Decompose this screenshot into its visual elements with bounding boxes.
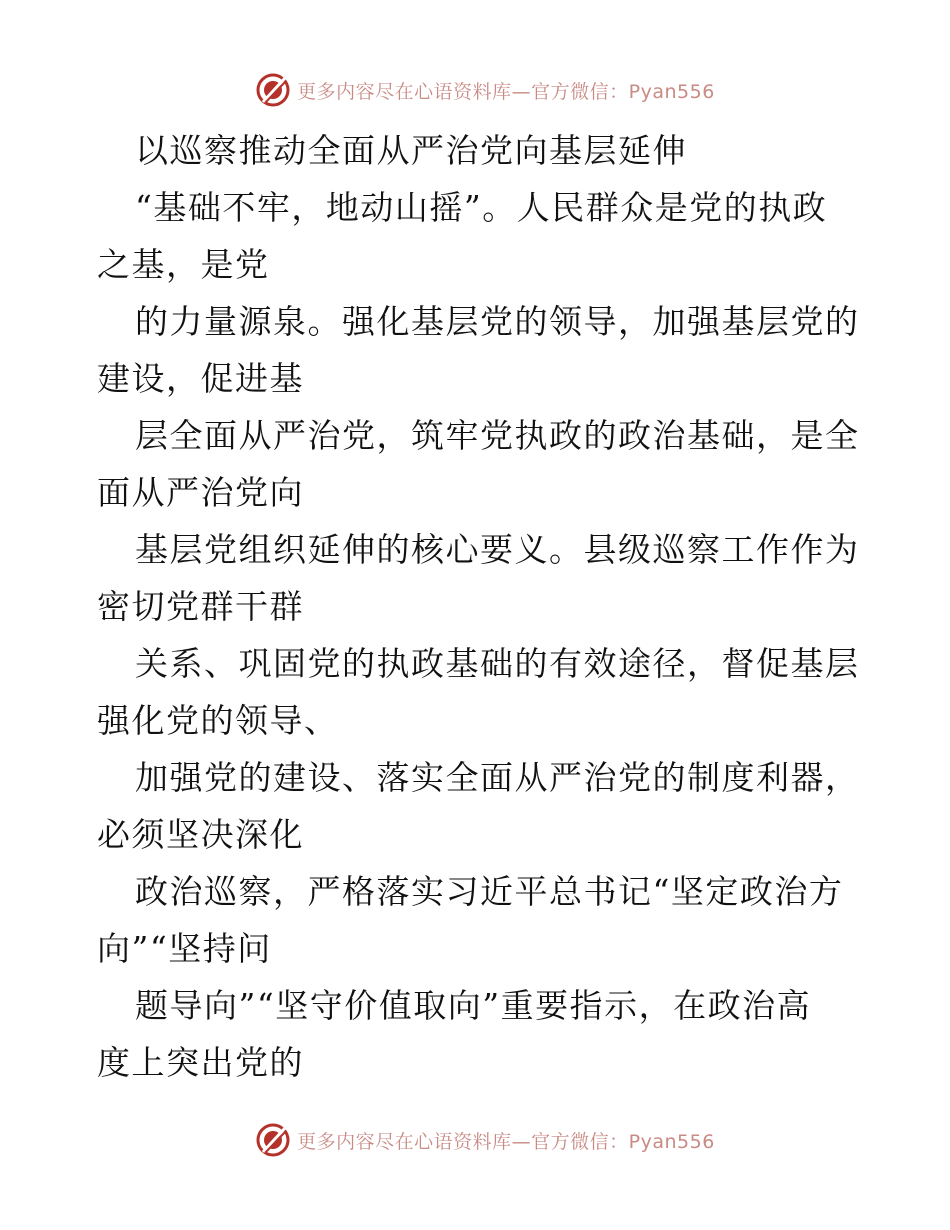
text-line: 向”“坚持问: [97, 929, 272, 968]
text-line: 之基，是党: [97, 245, 270, 284]
text-line: 加强党的建设、落实全面从严治党的制度利器，: [135, 758, 860, 797]
text-line: 关系、巩固党的执政基础的有效途径，督促基层: [135, 644, 860, 683]
text-line: 度上突出党的: [97, 1043, 304, 1082]
footer-watermark-inner: [255, 1122, 715, 1158]
text-line: 的力量源泉。强化基层党的领导，加强基层党的: [135, 302, 860, 341]
document-title: 以巡察推动全面从严治党向基层延伸: [135, 131, 687, 170]
footer-watermark: [0, 1120, 950, 1160]
text-line: 密切党群干群: [97, 587, 304, 626]
text-line: 面从严治党向: [97, 473, 304, 512]
text-line: 强化党的领导、: [97, 701, 339, 740]
document-body: [97, 122, 860, 1091]
header-watermark-inner: [255, 72, 715, 108]
brand-logo-icon: [255, 72, 291, 108]
text-line: 建设，促进基: [97, 359, 304, 398]
text-line: 基层党组织延伸的核心要义。县级巡察工作作为: [135, 530, 860, 569]
header-watermark-text: 更多内容尽在心语资料库—官方微信：Pyan556: [297, 80, 715, 103]
brand-logo-icon: [255, 1122, 291, 1158]
text-line: 政治巡察，严格落实习近平总书记“坚定政治方: [135, 872, 844, 911]
text-line: 题导向”“坚守价值取向”重要指示，在政治高: [135, 986, 812, 1025]
footer-watermark-text: 更多内容尽在心语资料库—官方微信：Pyan556: [297, 1130, 715, 1153]
text-line: “基础不牢，地动山摇”。人民群众是党的执政: [135, 188, 828, 227]
text-line: 必须坚决深化: [97, 815, 304, 854]
header-watermark: [0, 70, 950, 110]
text-line: 层全面从严治党，筑牢党执政的政治基础，是全: [135, 416, 860, 455]
